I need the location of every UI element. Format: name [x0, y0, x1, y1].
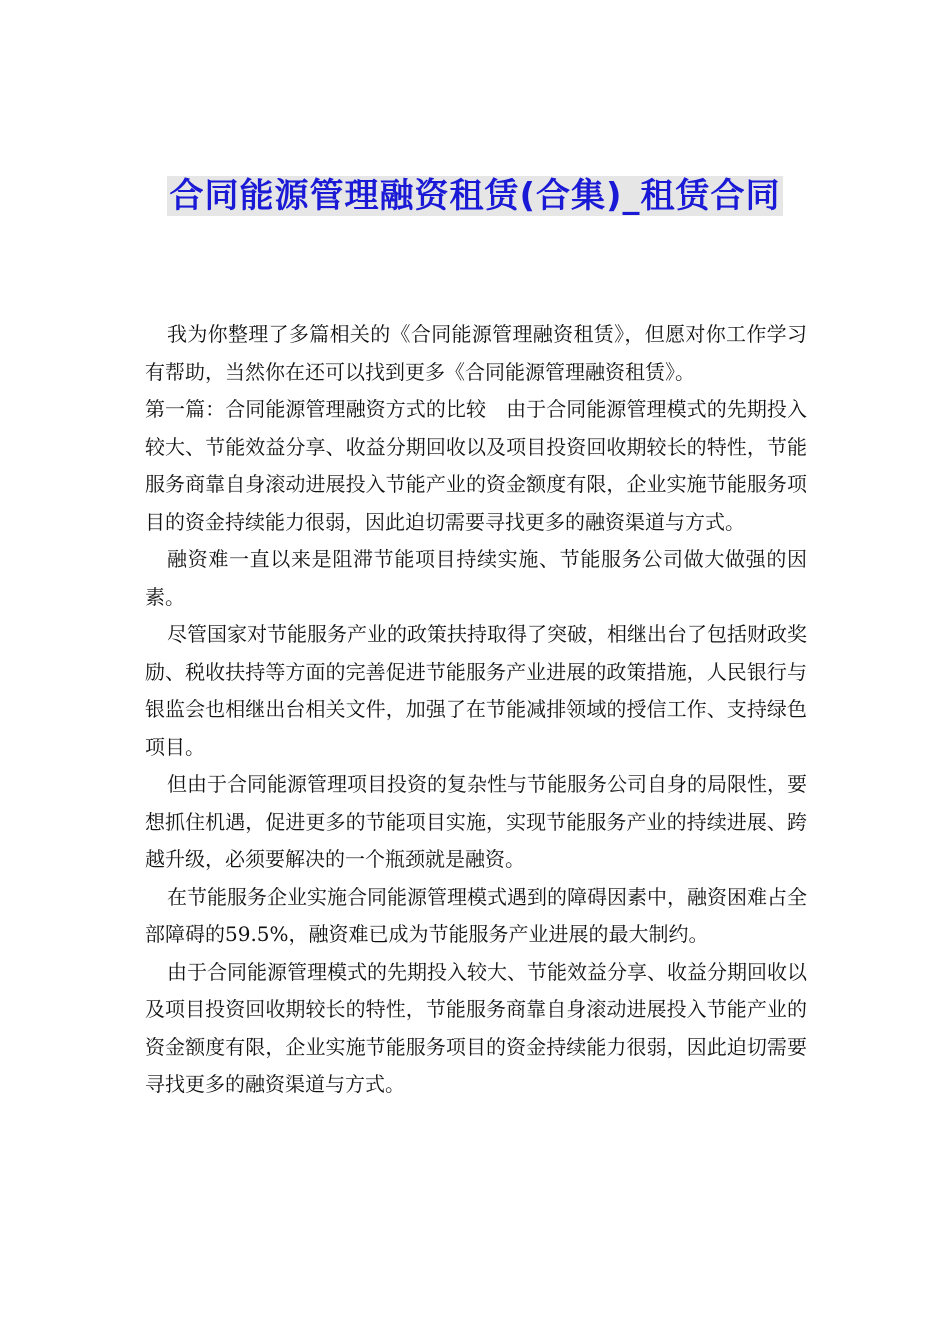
paragraph-obstacles: 在节能服务企业实施合同能源管理模式遇到的障碍因素中，融资困难占全部障碍的59.5%，融资难已成为节能服务产业进展的最大制约。: [145, 884, 807, 946]
paragraph-section-one: 第一篇：合同能源管理融资方式的比较 由于合同能源管理模式的先期投入较大、节能效益分享、收益分期回收以及项目投资回收期较长的特性，节能服务商靠自身滚动进展投入节能产业的资金额度有限，企业实施节能服务项目的资金持续能力很弱，因此迫切需要寻找更多的融资渠道与方式。: [145, 397, 807, 534]
paragraph-funding-needs: 由于合同能源管理模式的先期投入较大、节能效益分享、收益分期回收以及项目投资回收期较长的特性，节能服务商靠自身滚动进展投入节能产业的资金额度有限，企业实施节能服务项目的资金持续能力很弱，因此迫切需要寻找更多的融资渠道与方式。: [145, 959, 807, 1096]
paragraph-bottleneck: 但由于合同能源管理项目投资的复杂性与节能服务公司自身的局限性，要想抓住机遇，促进更多的节能项目实施，实现节能服务产业的持续进展、跨越升级，必须要解决的一个瓶颈就是融资。: [145, 772, 807, 871]
paragraph-policy-support: 尽管国家对节能服务产业的政策扶持取得了突破，相继出台了包括财政奖励、税收扶持等方面的完善促进节能服务产业进展的政策措施，人民银行与银监会也相继出台相关文件，加强了在节能减排领域的授信工作、支持绿色项目。: [145, 622, 807, 759]
document-title: [140, 170, 810, 222]
paragraph-financing-difficulty: 融资难一直以来是阻滞节能项目持续实施、节能服务公司做大做强的因素。: [145, 547, 807, 609]
document-title-text: 合同能源管理融资租赁(合集)_租赁合同: [169, 176, 781, 216]
document-body: [145, 316, 807, 1104]
paragraph-intro: 我为你整理了多篇相关的《合同能源管理融资租赁》，但愿对你工作学习有帮助，当然你在还可以找到更多《合同能源管理融资租赁》。: [145, 322, 807, 384]
